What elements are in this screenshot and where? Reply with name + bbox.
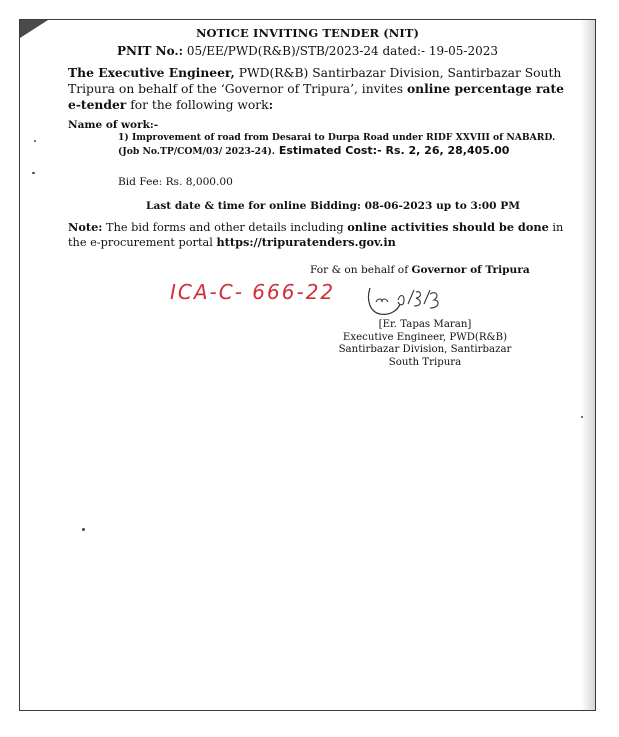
intro-bold-tender-type: online percentage rate e-tender [68, 81, 564, 112]
last-date: Last date & time for online Bidding: 08-06-2023 up to 3:00 PM [146, 200, 520, 212]
signatory-name: [Er. Tapas Maran] [378, 319, 472, 330]
intro-colon: : [268, 97, 274, 112]
pnit-line [20, 44, 595, 58]
signatory-office: Santirbazar Division, Santirbazar [338, 344, 512, 355]
notice-title: NOTICE INVITING TENDER (NIT) [195, 26, 420, 40]
scan-speck [581, 416, 583, 418]
note-text-2: in the e-procurement portal [68, 221, 564, 249]
on-behalf-line [310, 264, 530, 276]
scan-speck [32, 172, 35, 174]
intro-text-2: for the following work [126, 98, 269, 112]
scan-edge-shadow [581, 20, 595, 710]
note-paragraph [68, 220, 573, 250]
scan-speck [34, 140, 36, 142]
bid-fee: Bid Fee: Rs. 8,000.00 [118, 176, 233, 188]
scan-speck [82, 528, 85, 531]
handwritten-reference-stamp: ICA-C- 666-22 [170, 280, 336, 304]
note-text-1: The bid forms and other details including [102, 221, 348, 234]
note-bold: online activities should be done [347, 220, 549, 234]
work-description [118, 132, 563, 158]
signatory-title: Executive Engineer, PWD(R&B) [342, 331, 508, 343]
signature-mark [364, 282, 444, 322]
work-estimated-cost: Estimated Cost:- Rs. 2, 26, 28,405.00 [275, 143, 510, 157]
work-text: 1) Improvement of road from Desarai to Durpa Road under RIDF XXVIII of NABARD. (Job No.TP/COM/03/ 2023-24). [118, 132, 556, 157]
portal-link[interactable]: https://tripuratenders.gov.in [216, 235, 396, 249]
intro-text-1: PWD(R&B) Santirbazar Division, Santirbazar South Tripura on behalf of the ‘Governor of Tripura’, invites [68, 66, 562, 96]
intro-paragraph [68, 65, 573, 113]
note-label: Note: [68, 220, 103, 234]
signatory-region: South Tripura [388, 356, 462, 368]
pnit-value: 05/EE/PWD(R&B)/STB/2023-24 dated:- 19-05-2023 [186, 44, 499, 58]
pnit-label: PNIT No.: [116, 44, 184, 58]
document-page [19, 19, 596, 711]
on-behalf-bold: Governor of Tripura [411, 264, 530, 276]
intro-bold-issuer: The Executive Engineer, [68, 65, 235, 80]
on-behalf-text: For & on behalf of [310, 264, 412, 276]
signature-block [310, 319, 540, 369]
work-label: Name of work:- [68, 119, 159, 131]
